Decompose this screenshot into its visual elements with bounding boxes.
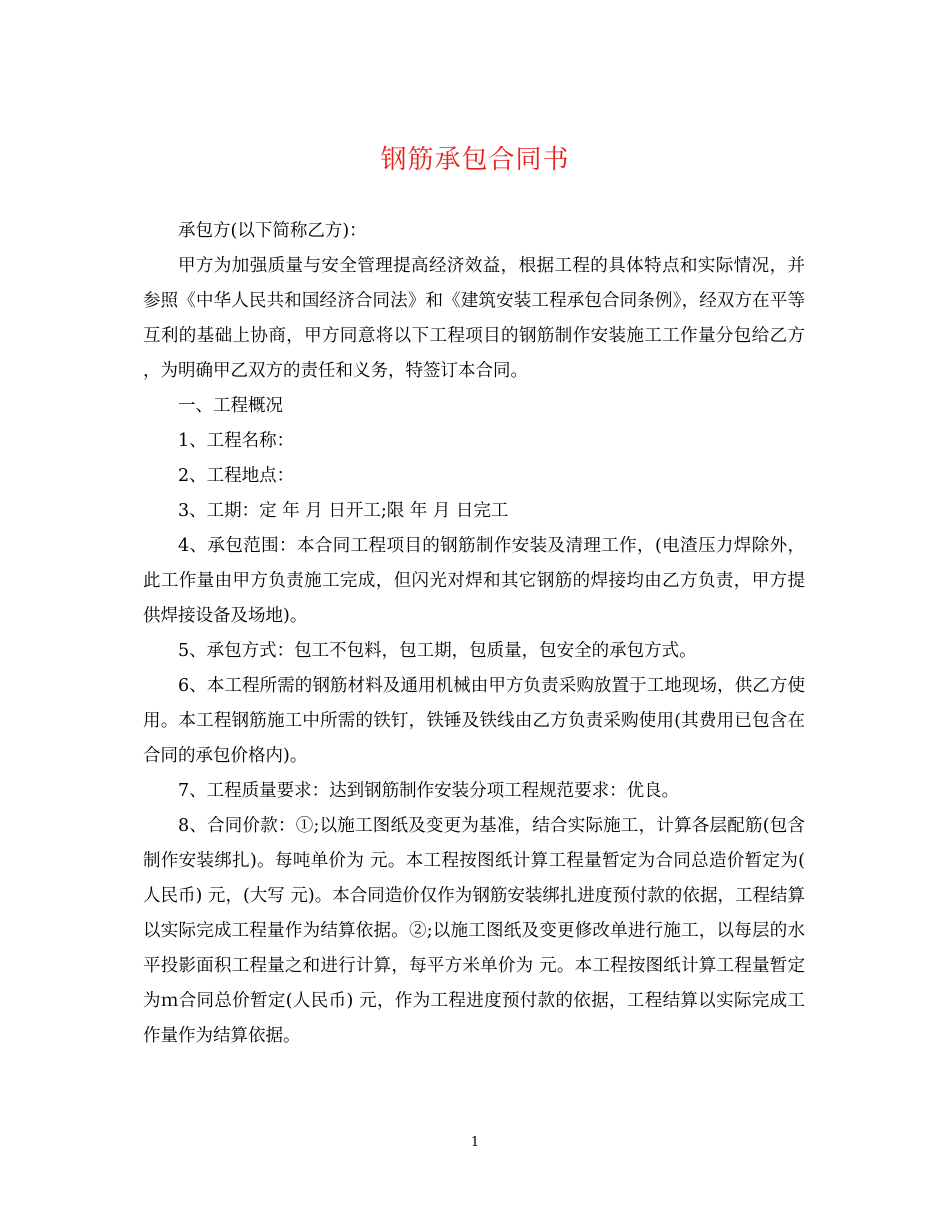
document-body (143, 214, 805, 1054)
contractor-line: 承包方(以下简称乙方)： (178, 221, 367, 241)
section-heading-overview: 一、工程概况 (178, 396, 283, 416)
item-construction-period: 3、工期：定 年 月 日开工;限 年 月 日完工 (178, 501, 509, 521)
item-materials: 6、本工程所需的钢筋材料及通用机械由甲方负责采购放置于工地现场，供乙方使用。本工程钢筋施工中所需的铁钉，铁锤及铁线由乙方负责采购使用(其费用已包含在合同的承包价格内)。 (143, 676, 805, 766)
item-quality-requirement: 7、工程质量要求：达到钢筋制作安装分项工程规范要求：优良。 (178, 781, 680, 801)
item-contract-price: 8、合同价款：①;以施工图纸及变更为基准，结合实际施工，计算各层配筋(包含制作安装绑扎)。每吨单价为 元。本工程按图纸计算工程量暂定为合同总造价暂定为(人民币) 元，(大写 元)。本合同造价仅作为钢筋安装绑扎进度预付款的依据，工程结算以实际完成工程量作为结算依据。②;以施工图纸及变更修改单进行施工，以每层的水平投影面积工程量之和进行计算，每平方米单价为 元。本工程按图纸计算工程量暂定为ｍ合同总价暂定(人民币) 元，作为工程进度预付款的依据，工程结算以实际完成工作量作为结算依据。 (143, 816, 805, 1046)
item-project-name: 1、工程名称： (178, 431, 295, 451)
item-contract-scope: 4、承包范围：本合同工程项目的钢筋制作安装及清理工作，(电渣压力焊除外，此工作量由甲方负责施工完成，但闪光对焊和其它钢筋的焊接均由乙方负责，甲方提供焊接设备及场地)。 (143, 536, 805, 626)
document-title: 钢筋承包合同书 (380, 145, 570, 175)
item-contract-method: 5、承包方式：包工不包料，包工期，包质量，包安全的承包方式。 (178, 641, 697, 661)
page-number: 1 (470, 1135, 480, 1150)
item-project-location: 2、工程地点： (178, 466, 295, 486)
preamble-paragraph: 甲方为加强质量与安全管理提高经济效益，根据工程的具体特点和实际情况，并参照《中华人民共和国经济合同法》和《建筑安装工程承包合同条例》，经双方在平等互利的基础上协商，甲方同意将以下工程项目的钢筋制作安装施工工作量分包给乙方，为明确甲乙双方的责任和义务，特签订本合同。 (143, 256, 805, 381)
